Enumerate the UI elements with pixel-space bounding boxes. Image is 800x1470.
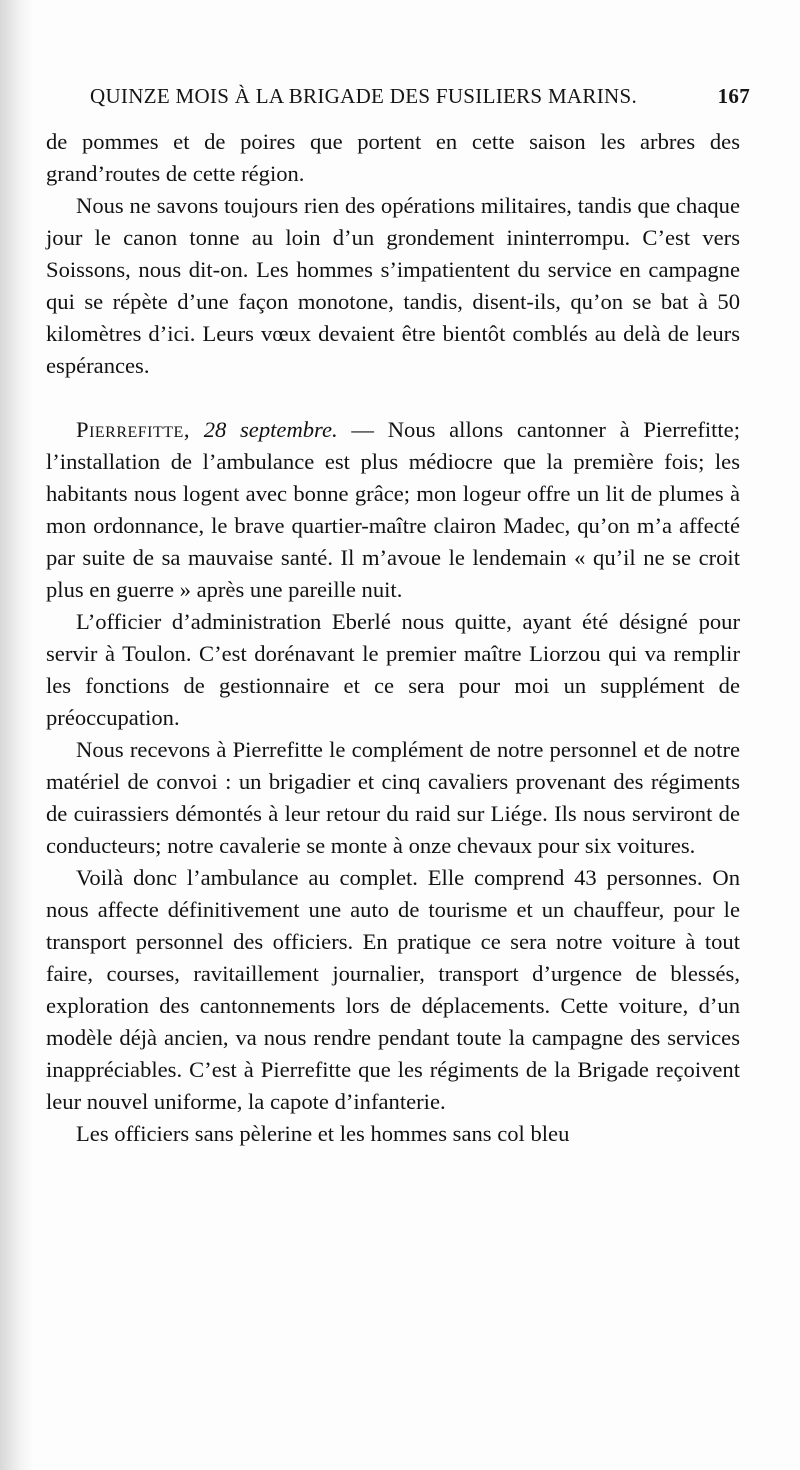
paragraph: Nous recevons à Pierrefitte le complément de notre personnel et de notre matériel de convoi : un brigadier et cinq cavaliers provenant des régiments de cuirassiers démontés à leur retour du raid sur Liége. Ils nous serviront de conducteurs; notre cavalerie se monte à onze chevaux pour six voitures. bbox=[46, 737, 740, 858]
paragraph: de pommes et de poires que portent en cette saison les arbres des grand’routes de cette région. bbox=[46, 129, 740, 186]
entry-text: — Nous allons cantonner à Pierrefitte; l’installation de l’ambulance est plus médiocre que la première fois; les habitants nous logent avec bonne grâce; mon logeur offre un lit de plumes à mon ordonnance, le brave quartier-maître clairon Madec, qu’on m’a affecté par suite de sa mauvaise santé. Il m’avoue le lendemain « qu’il ne se croit plus en guerre » après une pareille nuit. bbox=[46, 417, 740, 602]
paragraph: Voilà donc l’ambulance au complet. Elle comprend 43 personnes. On nous affecte définitivement une auto de tourisme et un chauffeur, pour le transport personnel des officiers. En pratique ce sera notre voiture à tout faire, courses, ravitaillement journalier, transport d’urgence de blessés, exploration des cantonnements lors de déplacements. Cette voiture, d’un modèle déjà ancien, va nous rendre pendant toute la campagne des services inappréciables. C’est à Pierrefitte que les régiments de la Brigade reçoivent leur nouvel uniforme, la capote d’infanterie. bbox=[46, 865, 740, 1114]
page-number: 167 bbox=[717, 84, 750, 108]
entry-place: Pierrefitte, bbox=[76, 417, 190, 442]
paragraph: Nous ne savons toujours rien des opérations militaires, tandis que chaque jour le canon tonne au loin d’un grondement ininterrompu. C’est vers Soissons, nous dit-on. Les hommes s’impatientent du service en campagne qui se répète d’une façon monotone, tandis, disent-ils, qu’on se bat à 50 kilomètres d’ici. Leurs vœux devaient être bientôt comblés au delà de leurs espérances. bbox=[46, 193, 740, 378]
running-title: QUINZE MOIS À LA BRIGADE DES FUSILIERS MARINS. bbox=[90, 84, 637, 108]
entry-date: 28 septembre. bbox=[203, 417, 338, 442]
dated-entry-paragraph bbox=[46, 414, 740, 606]
paragraph: Les officiers sans pèlerine et les hommes sans col bleu bbox=[76, 1121, 570, 1146]
body-text bbox=[46, 126, 740, 1150]
page-edge-shadow bbox=[0, 0, 34, 1470]
paragraph: L’officier d’administration Eberlé nous quitte, ayant été désigné pour servir à Toulon. C’est dorénavant le premier maître Liorzou qui va remplir les fonctions de gestionnaire et ce sera pour moi un supplément de préoccupation. bbox=[46, 609, 740, 730]
running-header bbox=[90, 84, 750, 118]
